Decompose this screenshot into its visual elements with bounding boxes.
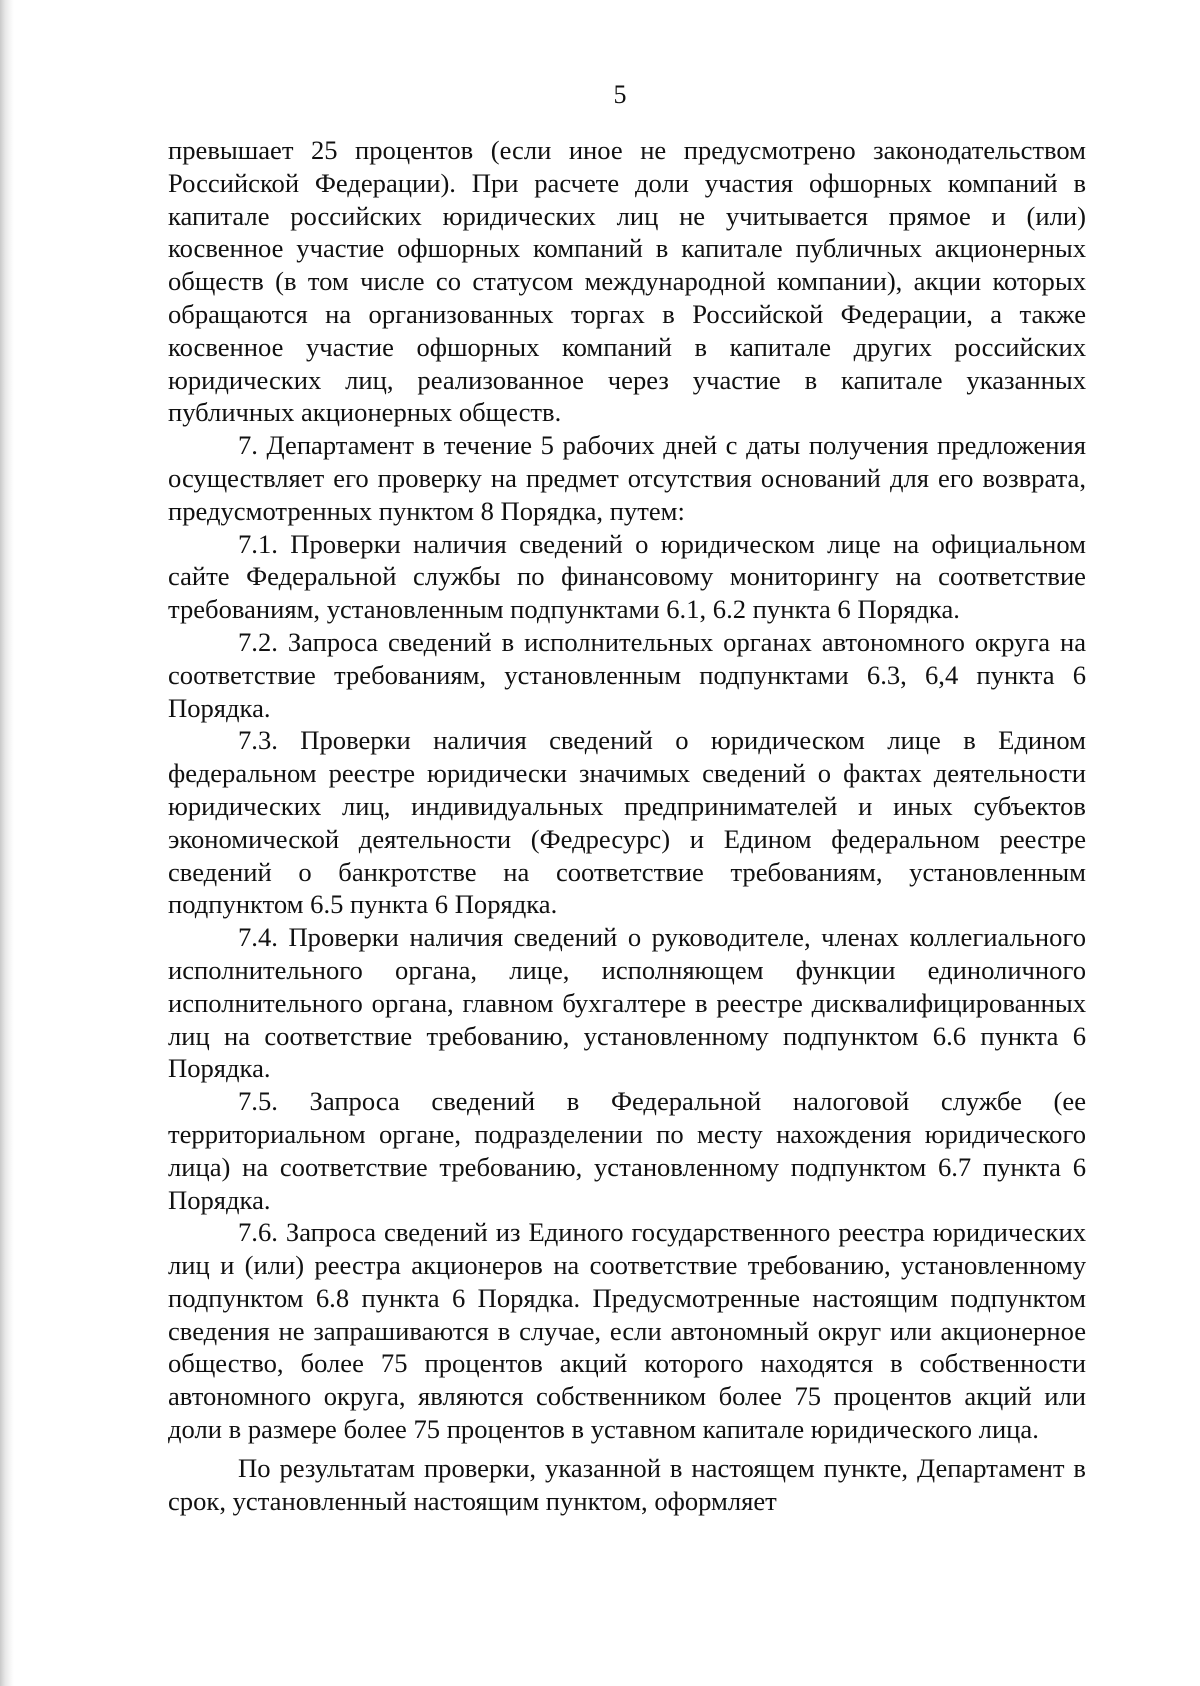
- paragraph-item-7-6: 7.6. Запроса сведений из Единого государственного реестра юридических лиц и (или) реестра акционеров на соответствие требованию, установленному подпунктом 6.8 пункта 6 Порядка. Предусмотренные настоящим подпунктом сведения не запрашиваются в случае, если автономный округ или акционерное общество, более 75 процентов акций которого находятся в собственности автономного округа, являются собственником более 75 процентов акций или доли в размере более 75 процентов в уставном капитале юридического лица.: [168, 1217, 1086, 1445]
- paragraph-item-7-1: 7.1. Проверки наличия сведений о юридическом лице на официальном сайте Федеральной службы по финансовому мониторингу на соответствие требованиям, установленным подпунктами 6.1, 6.2 пункта 6 Порядка.: [168, 528, 1086, 625]
- paragraph-continuation: превышает 25 процентов (если иное не предусмотрено законодательством Российской Федерации). При расчете доли участия офшорных компаний в капитале российских юридических лиц не учитывается прямое и (или) косвенное участие офшорных компаний в капитале публичных акционерных обществ (в том числе со статусом международной компании), акции которых обращаются на организованных торгах в Российской Федерации, а также косвенное участие офшорных компаний в капитале других российских юридических лиц, реализованное через участие в капитале указанных публичных акционерных обществ.: [168, 135, 1086, 428]
- paragraph-item-7-2: 7.2. Запроса сведений в исполнительных органах автономного округа на соответствие требованиям, установленным подпунктами 6.3, 6,4 пункта 6 Порядка.: [168, 626, 1086, 723]
- page-number: 5: [613, 80, 627, 109]
- paragraph-item-7: 7. Департамент в течение 5 рабочих дней с даты получения предложения осуществляет его проверку на предмет отсутствия оснований для его возврата, предусмотренных пунктом 8 Порядка, путем:: [168, 430, 1086, 526]
- paragraph-item-7-3: 7.3. Проверки наличия сведений о юридическом лице в Едином федеральном реестре юридически значимых сведений о фактах деятельности юридических лиц, индивидуальных предпринимателей и иных субъектов экономической деятельности (Федресурс) и Едином федеральном реестре сведений о банкротстве на соответствие требованиям, установленным подпунктом 6.5 пункта 6 Порядка.: [168, 725, 1086, 920]
- paragraph-results: По результатам проверки, указанной в настоящем пункте, Департамент в срок, установленный настоящим пунктом, оформляет: [168, 1452, 1086, 1516]
- scan-left-edge: [0, 0, 14, 1686]
- paragraph-item-7-4: 7.4. Проверки наличия сведений о руководителе, членах коллегиального исполнительного органа, лице, исполняющем функции единоличного исполнительного органа, главном бухгалтере в реестре дисквалифицированных лиц на соответствие требованию, установленному подпунктом 6.6 пункта 6 Порядка.: [168, 922, 1086, 1084]
- document-body: [168, 134, 1086, 1517]
- paragraph-item-7-5: 7.5. Запроса сведений в Федеральной налоговой службе (ее территориальном органе, подразделении по месту нахождения юридического лица) на соответствие требованию, установленному подпунктом 6.7 пункта 6 Порядка.: [168, 1086, 1086, 1215]
